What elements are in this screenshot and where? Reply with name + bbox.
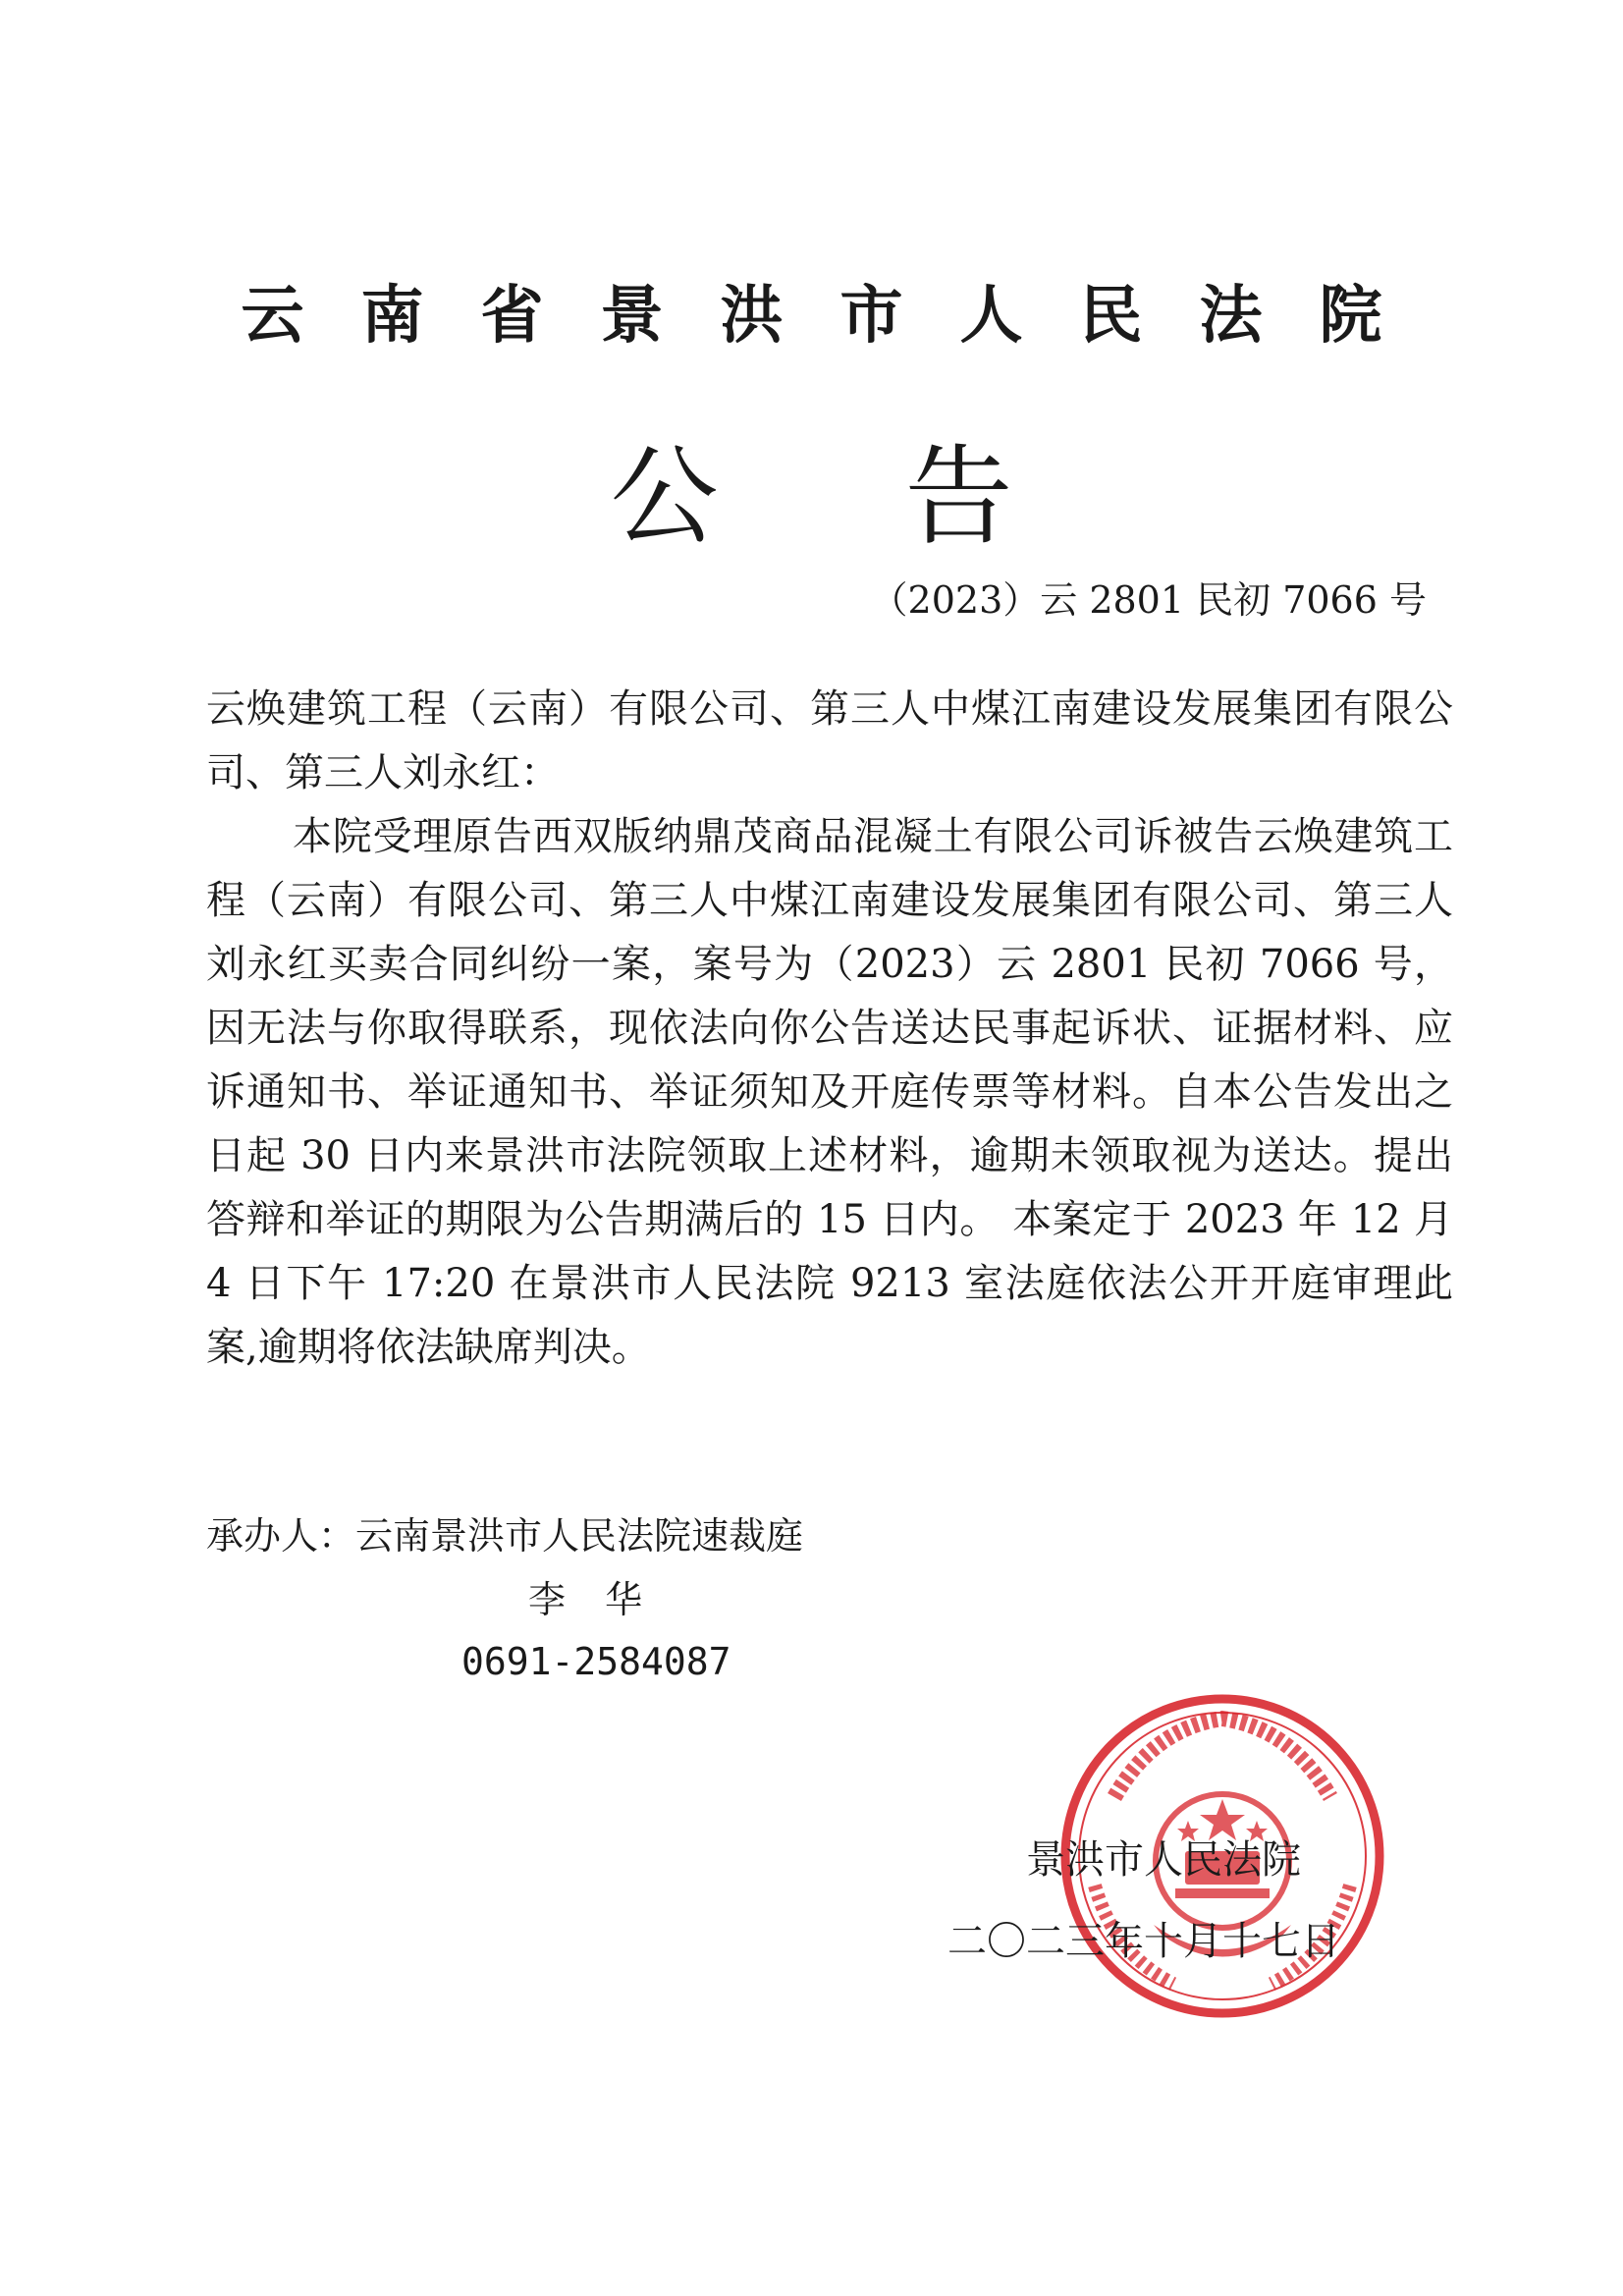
- issuing-court: 景洪市人民法院: [1026, 1837, 1301, 1883]
- court-title-char: 景: [600, 279, 664, 353]
- announcement-body: [206, 678, 1453, 1380]
- court-title-char: 云: [241, 279, 304, 353]
- announcement-content: 本院受理原告西双版纳鼎茂商品混凝土有限公司诉被告云焕建筑工程（云南）有限公司、第三人中煤江南建设发展集团有限公司、第三人刘永红买卖合同纠纷一案，案号为（2023）云 2801 民初 7066 号，因无法与你取得联系，现依法向你公告送达民事起诉状、证据材料、应诉通知书、举证通知书、举证须知及开庭传票等材料。自本公告发出之日起 30 日内来景洪市法院领取上述材料，逾期未领取视为送达。提出答辩和举证的期限为公告期满后的 15 日内。 本案定于 2023 年 12 月 4 日下午 17:20 在景洪市人民法院 9213 室法庭依法公开开庭审理此案,逾期将依法缺席判决。: [206, 814, 1453, 1370]
- handler-name: 李 华: [528, 1578, 657, 1621]
- court-title-char: 人: [959, 279, 1023, 353]
- handler-phone: 0691-2584087: [461, 1640, 731, 1683]
- court-title-char: 民: [1079, 279, 1143, 353]
- court-title-char: 南: [360, 279, 424, 353]
- case-number: （2023）云 2801 民初 7066 号: [870, 578, 1427, 622]
- court-title-char: 洪: [720, 279, 784, 353]
- court-title-char: 院: [1319, 279, 1382, 353]
- document-type-title: [0, 410, 1623, 566]
- court-title-char: 省: [480, 279, 544, 353]
- issue-date: 二〇二三年十月十七日: [947, 1919, 1340, 1964]
- document-type-char: 公: [610, 434, 719, 560]
- document-type-char: 告: [904, 434, 1013, 560]
- court-title-char: 法: [1199, 279, 1263, 353]
- court-title-char: 市: [839, 279, 903, 353]
- handler-label: 承办人：云南景洪市人民法院速裁庭: [206, 1514, 804, 1558]
- addressee: 云焕建筑工程（云南）有限公司、第三人中煤江南建设发展集团有限公司、第三人刘永红：: [206, 686, 1453, 795]
- court-title: [0, 265, 1623, 355]
